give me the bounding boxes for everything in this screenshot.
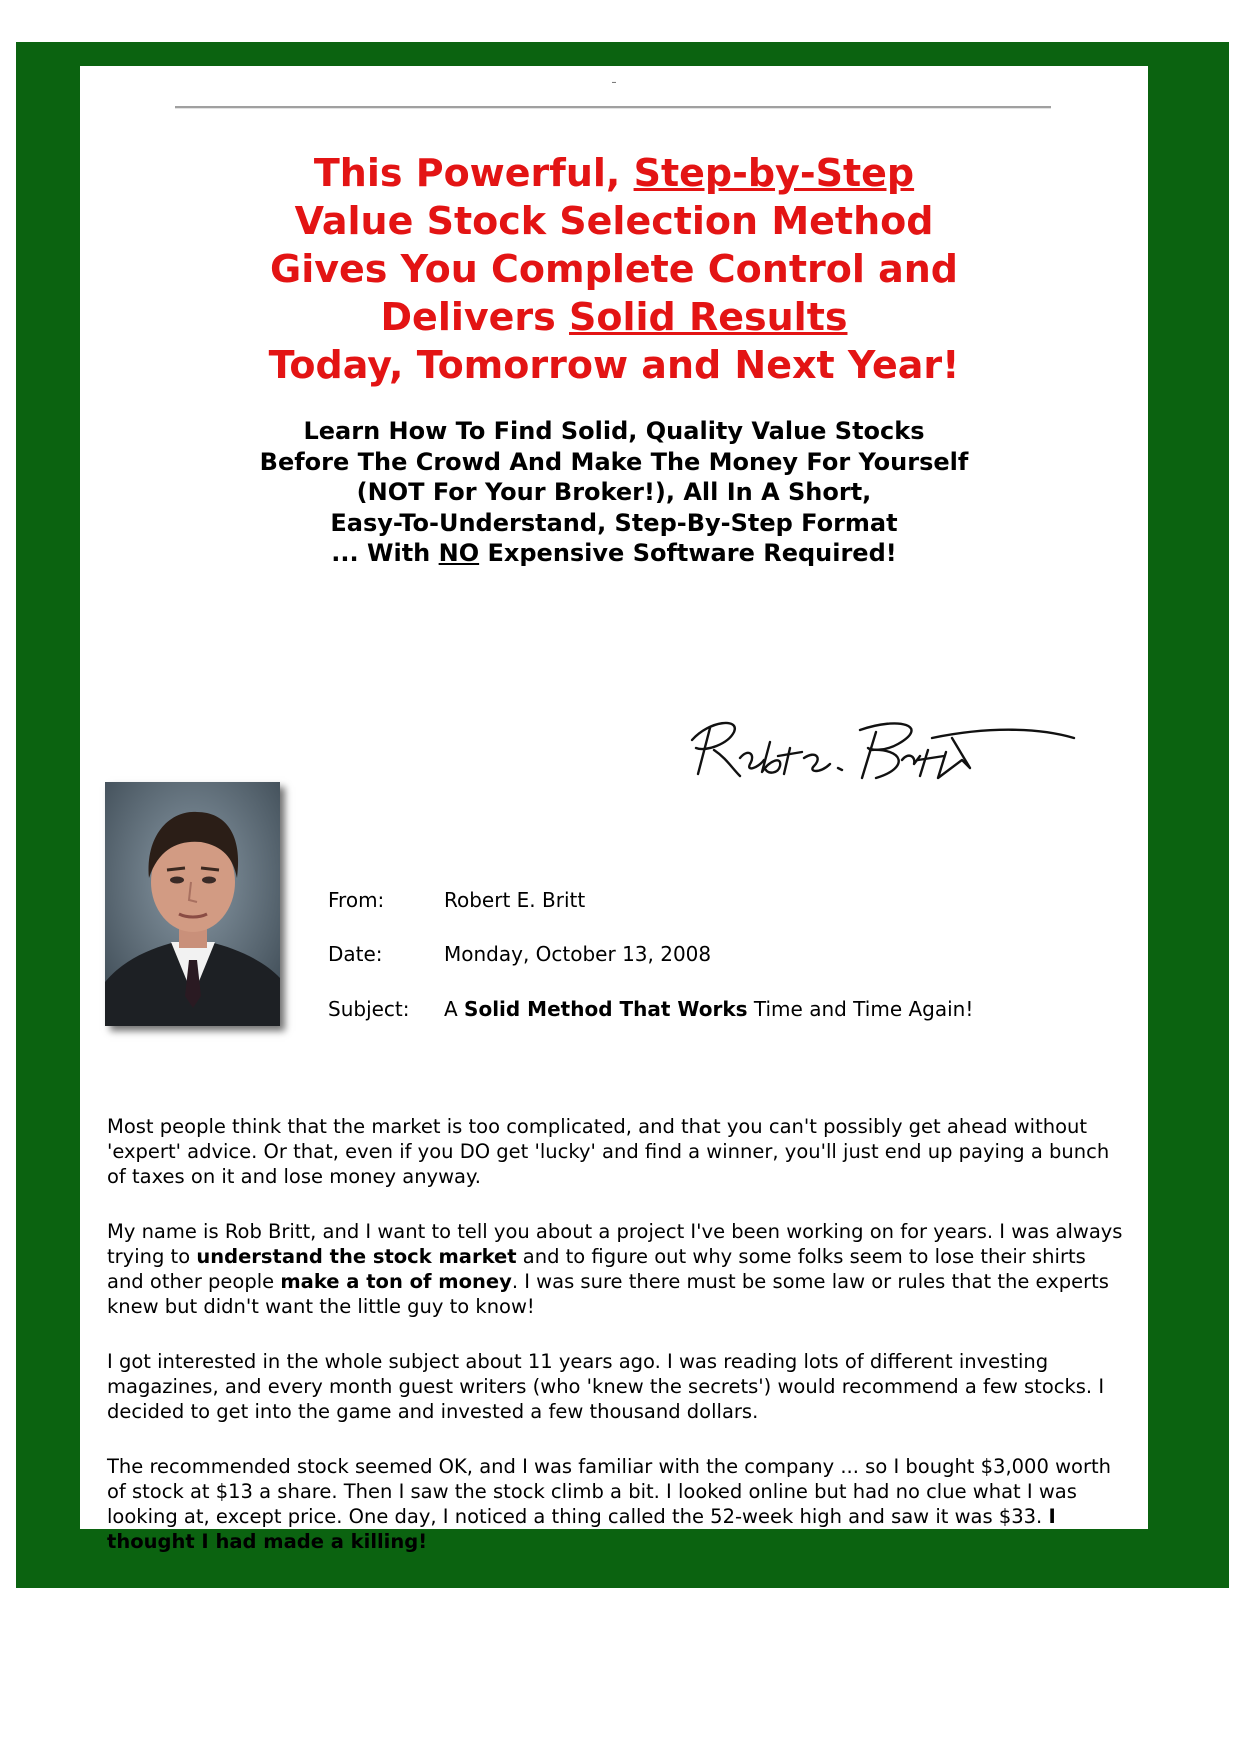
header-rule <box>175 106 1051 109</box>
subheadline <box>100 416 1128 569</box>
headline-line-1-text: This Powerful, <box>313 151 634 195</box>
paragraph-4-bold: I thought I had made a killing! <box>107 1505 1056 1553</box>
memo-from-value: Robert E. Britt <box>444 888 586 912</box>
paragraph-4 <box>107 1454 1127 1554</box>
handwritten-signature <box>670 698 1090 790</box>
headline-line-3: Gives You Complete Control and <box>270 247 958 291</box>
memo-from-label: From: <box>328 888 385 912</box>
paragraph-2-e: . I was sure there must be some law or rules that the experts knew but didn't want the little guy to know! <box>107 1270 1109 1318</box>
subhead-line-2: Before The Crowd And Make The Money For Yourself <box>259 447 969 476</box>
memo-subject-post: Time and Time Again! <box>747 997 974 1021</box>
headline-step-by-step: Step-by-Step <box>633 151 915 195</box>
headline-line-4-text: Delivers <box>380 295 570 339</box>
subhead-line-5-post: Expensive Software Required! <box>479 539 897 567</box>
headline-solid-results: Solid Results <box>569 295 848 339</box>
author-photo <box>105 782 280 1026</box>
subhead-line-1: Learn How To Find Solid, Quality Value Stocks <box>303 417 925 445</box>
subhead-line-5-pre: ... With <box>331 539 439 567</box>
paragraph-2-c: and to figure out why some folks seem to lose their shirts and other people <box>107 1245 1086 1293</box>
headline-line-1 <box>100 149 1128 197</box>
memo-date-value: Monday, October 13, 2008 <box>444 942 712 966</box>
paragraph-3: I got interested in the whole subject about 11 years ago. I was reading lots of different investing magazines, and every month guest writers (who 'knew the secrets') would recommend a few stocks. I decided to get into the game and invested a few thousand dollars. <box>107 1350 1105 1423</box>
paragraph-1: Most people think that the market is too complicated, and that you can't possibly get ahead without 'expert' advice. Or that, even if you DO get 'lucky' and find a winner, you'll just end up paying a bunch of taxes on it and lose money anyway. <box>107 1115 1110 1188</box>
paragraph-2-bold-2: make a ton of money <box>280 1270 512 1293</box>
memo-date-label: Date: <box>328 942 383 966</box>
memo-subject-bold: Solid Method That Works <box>464 997 748 1021</box>
author-photo-image <box>105 782 280 1026</box>
subhead-line-4: Easy-To-Understand, Step-By-Step Format <box>330 508 898 537</box>
letter-body <box>107 1114 1127 1584</box>
paragraph-2 <box>107 1219 1127 1319</box>
letter-page <box>80 66 1148 1553</box>
page-mark: – <box>611 77 617 88</box>
paragraph-2-bold-1: understand the stock market <box>196 1245 517 1268</box>
memo-subject-pre: A <box>444 997 465 1021</box>
subhead-line-3: (NOT For Your Broker!), All In A Short, <box>356 478 872 506</box>
paragraph-2-a: My name is Rob Britt, and I want to tell you about a project I've been working on for years. I was always trying to <box>107 1220 1123 1268</box>
memo-subject-label: Subject: <box>328 997 410 1021</box>
headline-line-2: Value Stock Selection Method <box>294 199 934 243</box>
headline <box>100 149 1128 389</box>
headline-line-5: Today, Tomorrow and Next Year! <box>268 343 960 387</box>
subhead-line-5 <box>100 538 1128 569</box>
headline-line-4 <box>100 293 1128 341</box>
paragraph-4-a: The recommended stock seemed OK, and I was familiar with the company ... so I bought $3,000 worth of stock at $13 a share. Then I saw the stock climb a bit. I looked online but had no clue what I was looking at, except price. One day, I noticed a thing called the 52-week high and saw it was $33. <box>107 1455 1111 1528</box>
memo-subject-value <box>444 996 973 1022</box>
subhead-no-emphasis: NO <box>438 539 480 567</box>
